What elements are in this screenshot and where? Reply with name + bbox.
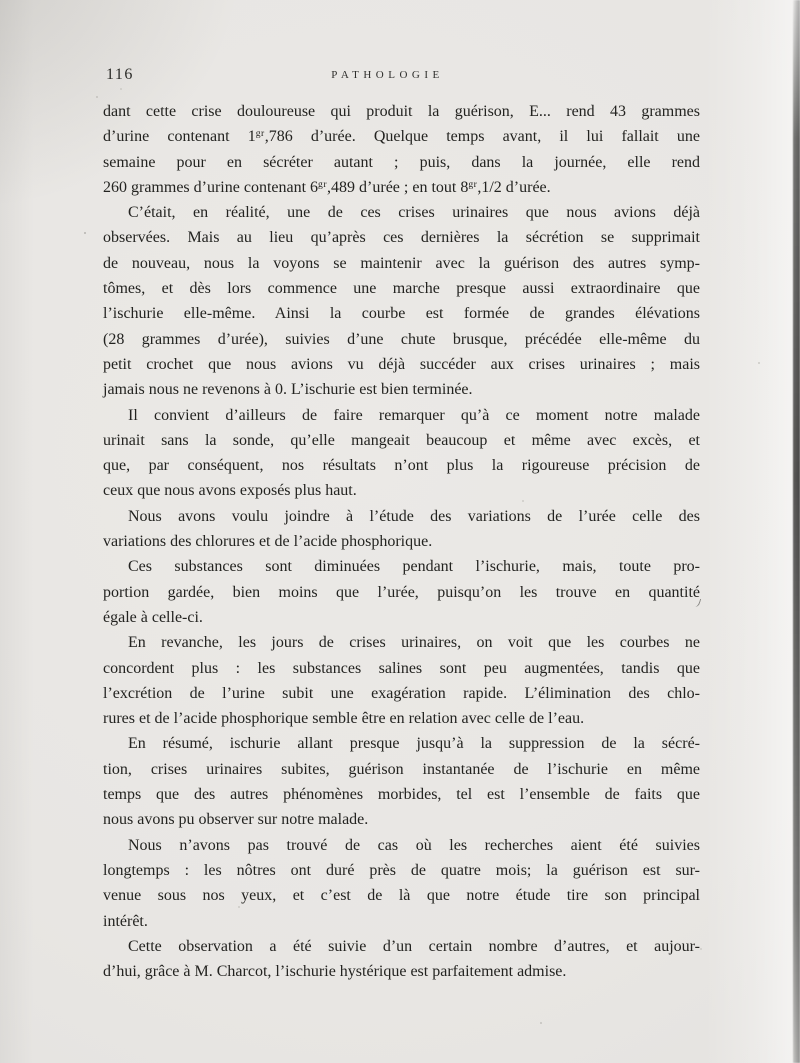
paragraph	[103, 731, 700, 832]
page-body	[103, 99, 700, 984]
text-segment: Nous n’avons pas trouvé de cas où les recherches aient été suivies	[128, 836, 700, 854]
text-segment: 260 grammes d’urine contenant 6	[103, 178, 319, 196]
text-segment: ,1/2 d’urée.	[477, 178, 551, 196]
paragraph	[103, 99, 700, 200]
text-segment: variations des chlorures et de l’acide phosphorique.	[103, 533, 433, 551]
text-line	[103, 175, 700, 200]
text-line	[103, 757, 700, 782]
text-segment: d’urine contenant 1	[103, 128, 256, 146]
text-segment: Il convient d’ailleurs de faire remarquer qu’à ce moment notre malade	[128, 406, 700, 424]
text-segment: Nous avons voulu joindre à l’étude des variations de l’urée celle des	[128, 507, 700, 525]
paragraph	[103, 833, 700, 934]
text-line	[103, 605, 700, 630]
text-line	[103, 276, 700, 301]
text-segment: rures et de l’acide phosphorique semble être en relation avec celle de l’eau.	[103, 710, 585, 728]
superscript-unit: gr	[255, 128, 265, 140]
paragraph	[103, 200, 700, 402]
paragraph	[103, 403, 700, 504]
text-line	[103, 327, 700, 352]
text-segment: longtemps : les nôtres ont duré près de quatre mois; la guérison est sur-	[103, 861, 700, 879]
text-line	[103, 807, 700, 832]
paragraph	[103, 554, 700, 630]
text-line	[103, 833, 700, 858]
page-number: 116	[106, 66, 134, 83]
text-line	[103, 959, 700, 984]
text-line	[103, 656, 700, 681]
page-edge-shadow	[793, 0, 800, 1063]
paragraph	[103, 630, 700, 731]
text-line	[103, 504, 700, 529]
text-line	[103, 403, 700, 428]
text-segment: l’ischurie elle-même. Ainsi la courbe est formée de grandes élévations	[103, 305, 700, 323]
text-line	[103, 225, 700, 250]
paragraph	[103, 504, 700, 555]
text-line	[103, 580, 700, 605]
text-segment: intérêt.	[103, 912, 148, 930]
text-line	[103, 150, 700, 175]
superscript-unit: gr	[318, 178, 328, 190]
text-segment: En résumé, ischurie allant presque jusqu’à la suppression de la sécré-	[128, 735, 700, 753]
scan-dust	[0, 0, 2, 2]
text-line	[103, 529, 700, 554]
text-segment: temps que des autres phénomènes morbides, tel est l’ensemble de faits que	[103, 786, 700, 804]
text-line	[103, 630, 700, 655]
text-segment: l’excrétion de l’urine subit une exagération rapide. L’élimination des chlo-	[103, 684, 700, 702]
text-segment: que, par conséquent, nos résultats n’ont plus la rigoureuse précision de	[103, 457, 700, 475]
text-line	[103, 453, 700, 478]
text-segment: portion gardée, bien moins que l’urée, puisqu’on les trouve en quantité	[103, 583, 700, 601]
text-segment: En revanche, les jours de crises urinaires, on voit que les courbes ne	[128, 634, 700, 652]
text-segment: ceux que nous avons exposés plus haut.	[103, 482, 357, 500]
text-line	[103, 731, 700, 756]
text-line	[103, 377, 700, 402]
text-segment: (28 grammes d’urée), suivies d’une chute brusque, précédée elle-même du	[103, 330, 700, 348]
text-line	[103, 706, 700, 731]
text-line	[103, 428, 700, 453]
text-line	[103, 681, 700, 706]
text-segment: C’était, en réalité, une de ces crises urinaires que nous avions déjà	[128, 204, 700, 222]
text-segment: nous avons pu observer sur notre malade.	[103, 811, 369, 829]
text-line	[103, 858, 700, 883]
text-segment: ,786 d’urée. Quelque temps avant, il lui fallait une	[264, 128, 701, 146]
text-segment: dant cette crise douloureuse qui produit la guérison, E... rend 43 grammes	[103, 103, 700, 120]
text-segment: observées. Mais au lieu qu’après ces dernières la sécrétion se supprimait	[103, 229, 700, 247]
running-header: PATHOLOGIE	[331, 69, 444, 81]
text-line	[103, 478, 700, 503]
text-line	[103, 99, 700, 124]
text-segment: ,489 d’urée ; en tout 8	[327, 178, 469, 196]
page-header	[103, 66, 700, 84]
text-line	[103, 554, 700, 579]
text-line	[103, 251, 700, 276]
text-line	[103, 934, 700, 959]
paragraph	[103, 934, 700, 985]
text-segment: d’hui, grâce à M. Charcot, l’ischurie hystérique est parfaitement admise.	[103, 963, 567, 981]
text-segment: Cette observation a été suivie d’un certain nombre d’autres, et aujour-	[128, 937, 700, 955]
text-line	[103, 909, 700, 934]
text-segment: petit crochet que nous avions vu déjà succéder aux crises urinaires ; mais	[103, 355, 700, 373]
superscript-unit: gr	[468, 178, 478, 190]
text-segment: venue sous nos yeux, et c’est de là que notre étude tire son principal	[103, 887, 700, 905]
text-segment: Ces substances sont diminuées pendant l’ischurie, mais, toute pro-	[128, 558, 700, 576]
text-segment: égale à celle-ci.	[103, 608, 203, 626]
text-segment: concordent plus : les substances salines sont peu augmentées, tandis que	[103, 659, 700, 677]
text-line	[103, 124, 700, 149]
text-segment: semaine pour en sécréter autant ; puis, dans la journée, elle rend	[103, 153, 700, 171]
text-line	[103, 782, 700, 807]
text-segment: urinait sans la sonde, qu’elle mangeait beaucoup et même avec excès, et	[103, 431, 700, 449]
text-segment: tômes, et dès lors commence une marche presque aussi extraordinaire que	[103, 280, 700, 298]
text-line	[103, 301, 700, 326]
text-line	[103, 883, 700, 908]
text-segment: de nouveau, nous la voyons se maintenir avec la guérison des autres symp-	[103, 254, 700, 272]
text-line	[103, 200, 700, 225]
text-segment: jamais nous ne revenons à 0. L’ischurie est bien terminée.	[103, 381, 473, 399]
text-segment: tion, crises urinaires subites, guérison instantanée de l’ischurie en même	[103, 760, 700, 778]
text-line	[103, 352, 700, 377]
